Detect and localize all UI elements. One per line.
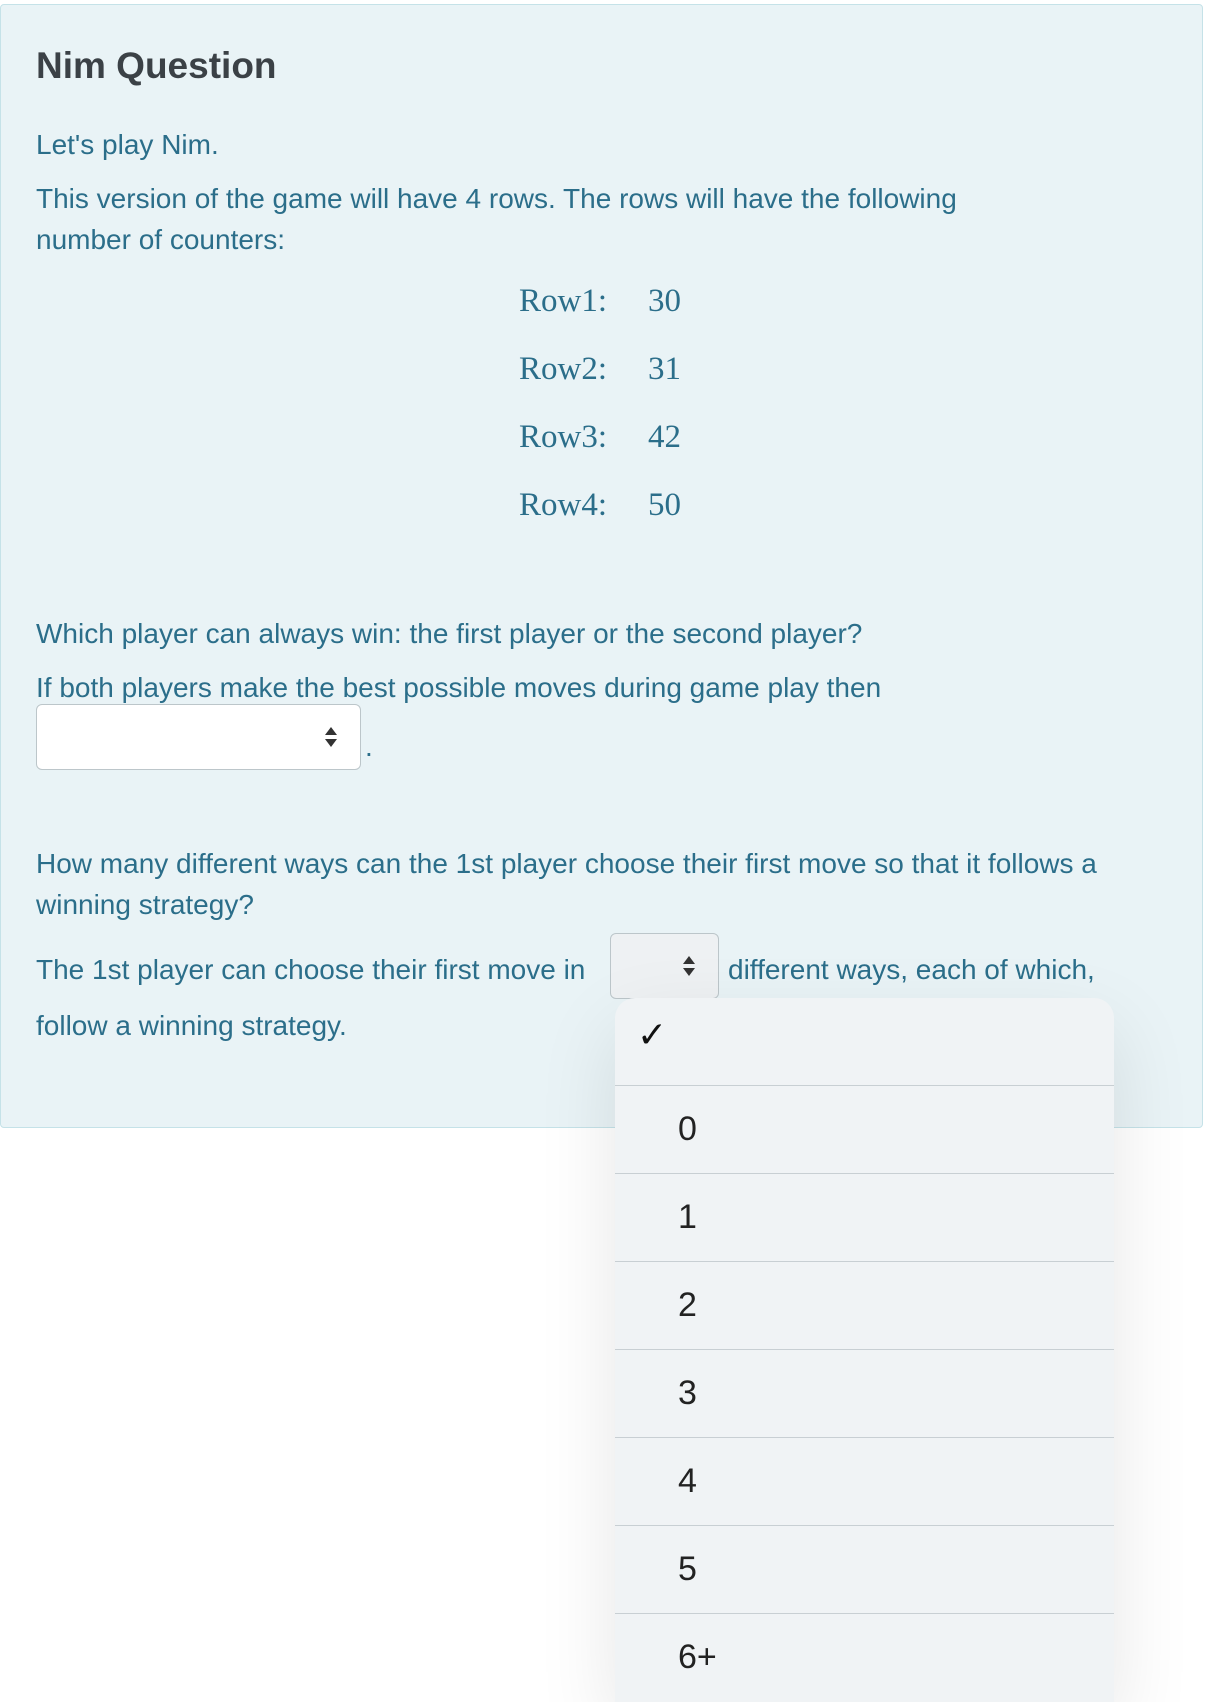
q1-text: Which player can always win: the first player or the second player? xyxy=(36,618,863,649)
option-label: 3 xyxy=(678,1374,697,1412)
row-label: Row2: xyxy=(519,351,608,387)
dropdown-option-blank[interactable] xyxy=(615,998,1114,1086)
dropdown-option-6-plus[interactable] xyxy=(615,1614,1114,1702)
option-label: 2 xyxy=(678,1286,697,1324)
option-label: 0 xyxy=(678,1110,697,1148)
up-down-arrows-icon xyxy=(324,726,338,748)
q2-after-text: different ways, each of which, xyxy=(728,954,1095,985)
q2-end-text: follow a winning strategy. xyxy=(36,1010,347,1041)
ways-dropdown-menu xyxy=(615,998,1114,1702)
row-label: Row3: xyxy=(519,419,608,455)
row-3 xyxy=(519,419,681,456)
ways-select[interactable] xyxy=(610,933,719,999)
row-4 xyxy=(519,487,681,524)
dropdown-option-0[interactable] xyxy=(615,1086,1114,1174)
dropdown-option-5[interactable] xyxy=(615,1526,1114,1614)
intro-text: Let's play Nim. xyxy=(36,129,219,160)
row-count: 50 xyxy=(648,487,681,523)
dropdown-option-1[interactable] xyxy=(615,1174,1114,1262)
row-label: Row4: xyxy=(519,487,608,523)
row-2 xyxy=(519,351,681,388)
dropdown-option-2[interactable] xyxy=(615,1262,1114,1350)
question-title: Nim Question xyxy=(36,45,277,86)
dropdown-option-4[interactable] xyxy=(615,1438,1114,1526)
option-label: 5 xyxy=(678,1550,697,1588)
q2-before-text: The 1st player can choose their first move in xyxy=(36,954,586,985)
q1-sentence: If both players make the best possible moves during game play then xyxy=(36,672,882,703)
winner-select[interactable] xyxy=(36,704,361,770)
q2-text: How many different ways can the 1st player choose their first move so that it follows a winning strategy? xyxy=(36,848,1097,920)
question-panel xyxy=(0,4,1203,1128)
q1-period: . xyxy=(365,731,373,762)
option-label: 6+ xyxy=(678,1638,717,1676)
row-count: 30 xyxy=(648,283,681,319)
row-label: Row1: xyxy=(519,283,608,319)
up-down-arrows-icon xyxy=(682,955,696,977)
row-count: 31 xyxy=(648,351,681,387)
option-label: 1 xyxy=(678,1198,697,1236)
dropdown-option-3[interactable] xyxy=(615,1350,1114,1438)
option-label: 4 xyxy=(678,1462,697,1500)
row-count: 42 xyxy=(648,419,681,455)
row-1 xyxy=(519,283,681,320)
checkmark-icon: ✓ xyxy=(637,1014,668,1055)
description-text: This version of the game will have 4 rows. The rows will have the following number of counters: xyxy=(36,183,957,255)
